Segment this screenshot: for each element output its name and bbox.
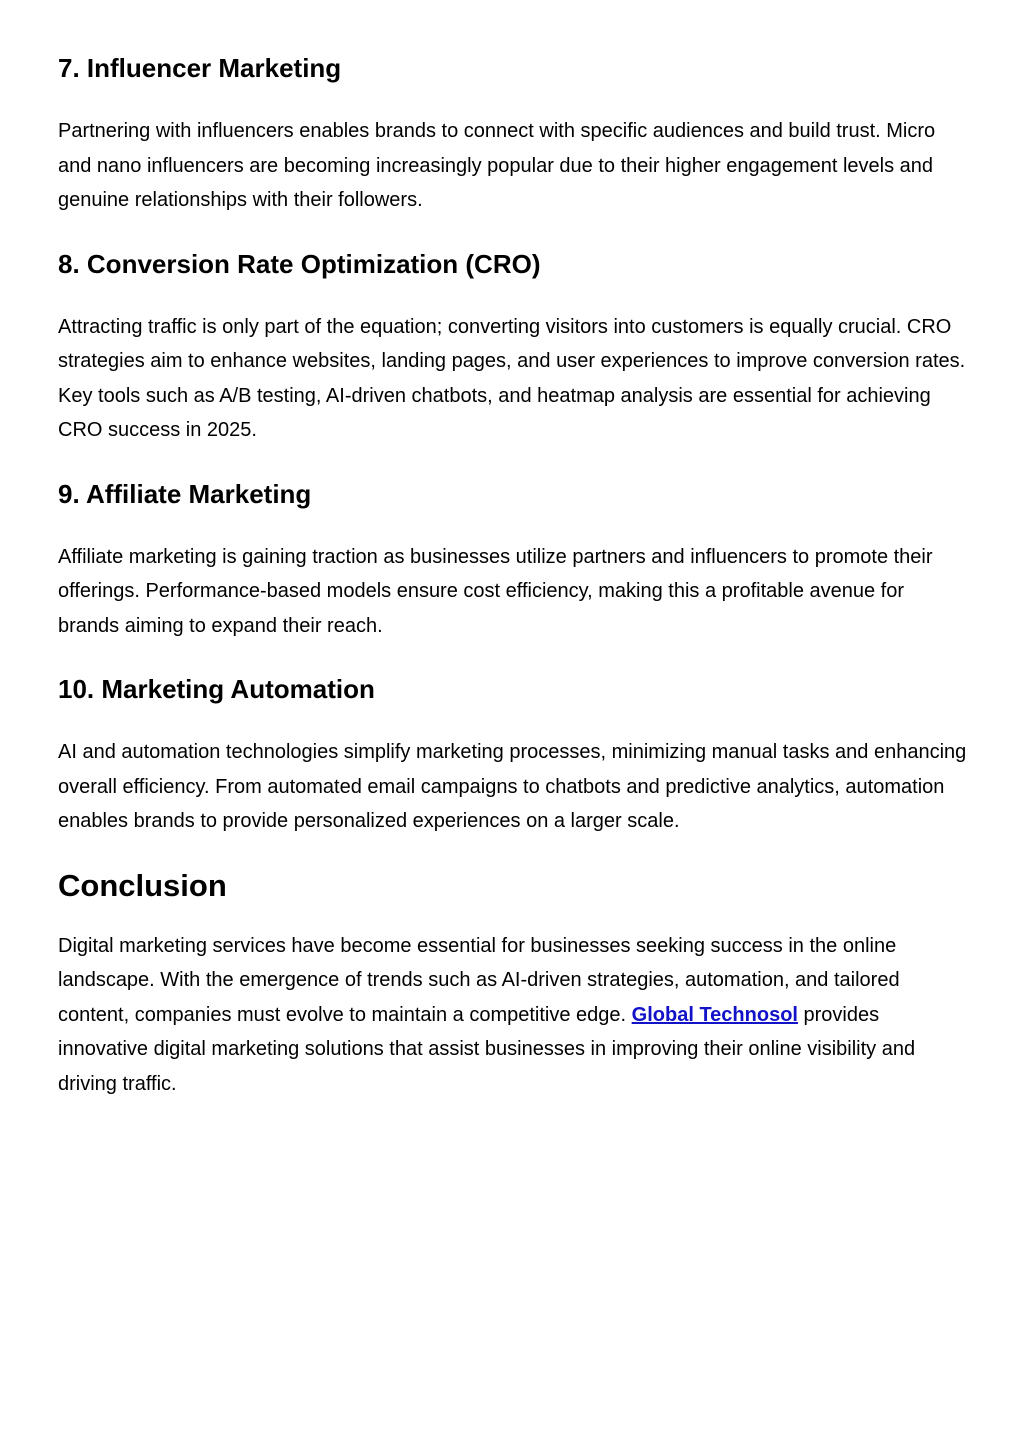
section-heading: 9. Affiliate Marketing [58, 478, 312, 509]
section-influencer-marketing [58, 49, 966, 218]
section-conversion-rate-optimization [58, 245, 966, 448]
section-heading: 10. Marketing Automation [58, 674, 375, 704]
section-marketing-automation [58, 670, 966, 839]
section-heading: 7. Influencer Marketing [58, 53, 342, 83]
section-affiliate-marketing [58, 475, 966, 644]
section-paragraph: Affiliate marketing is gaining traction as businesses utilize partners and influencers to promote their offerings. Performance-based models ensure cost efficiency, making this a profitable avenue for brands aiming to expand their reach. [58, 545, 933, 637]
section-heading: 8. Conversion Rate Optimization (CRO) [58, 248, 541, 279]
conclusion-heading: Conclusion [58, 867, 227, 903]
section-paragraph: AI and automation technologies simplify marketing processes, minimizing manual tasks and enhancing overall efficiency. From automated email campaigns to chatbots and predictive analytics, automation enables brands to provide personalized experiences on a larger scale. [58, 741, 967, 832]
conclusion-paragraph [58, 929, 970, 1102]
section-paragraph: Partnering with influencers enables brands to connect with specific audiences and build trust. Micro and nano influencers are becoming increasingly popular due to their higher engagement levels and genuine relationships with their followers. [58, 120, 936, 211]
conclusion-text-after-link: provides innovative digital marketing solutions that assist businesses in improving their online visibility and driving traffic. [58, 1003, 916, 1095]
section-paragraph: Attracting traffic is only part of the equation; converting visitors into customers is equally crucial. CRO strategies aim to enhance websites, landing pages, and user experiences to improve conversion rates. Key tools such as A/B testing, AI-driven chatbots, and heatmap analysis are essential for achieving CRO success in 2025. [58, 315, 966, 441]
global-technosol-link[interactable]: Global Technosol [631, 1003, 798, 1026]
section-conclusion [58, 866, 966, 1102]
conclusion-text-before-link: Digital marketing services have become essential for businesses seeking success in the online landscape. With the emergence of trends such as AI-driven strategies, automation, and tailored content, companies must evolve to maintain a competitive edge. [58, 934, 900, 1026]
